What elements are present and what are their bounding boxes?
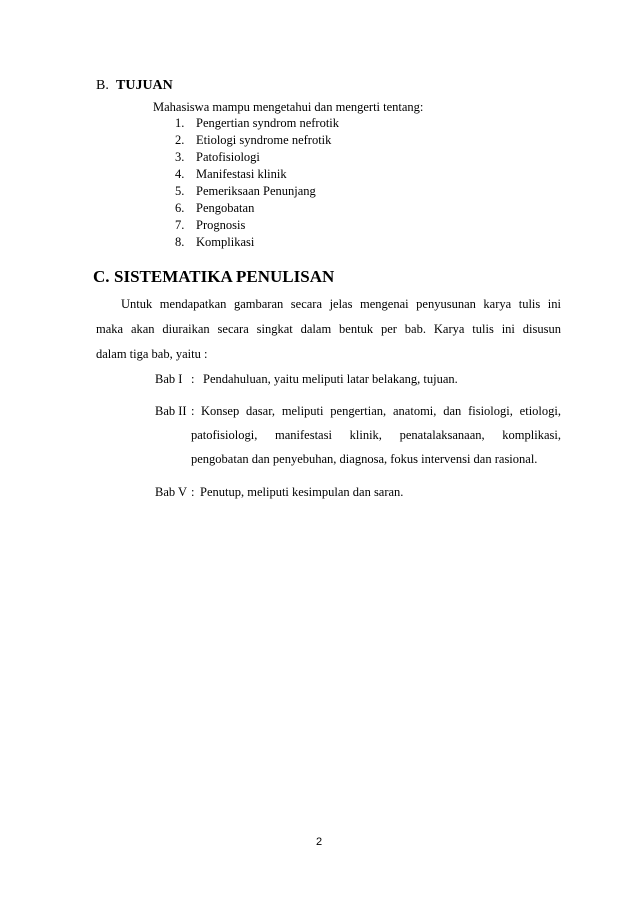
section-b-letter: B. [96, 78, 109, 93]
list-item-number: 1. [175, 116, 185, 130]
chapter-description: Konsep dasar, meliputi pengertian, anatomi, dan fisiologi, etiologi, [201, 404, 561, 418]
chapter-description: pengobatan dan penyebuhan, diagnosa, fokus intervensi dan rasional. [191, 452, 538, 466]
list-item-text: Komplikasi [196, 235, 255, 249]
paragraph-line: dalam tiga bab, yaitu : [96, 347, 208, 361]
list-item-number: 4. [175, 167, 185, 181]
section-b-title: TUJUAN [116, 78, 173, 93]
chapter-separator: : [191, 404, 195, 418]
chapter-label: Bab II [155, 404, 187, 418]
list-item-number: 3. [175, 150, 185, 164]
list-item-text: Manifestasi klinik [196, 167, 287, 181]
section-c-title: SISTEMATIKA PENULISAN [114, 267, 335, 286]
chapter-separator: : [191, 485, 195, 499]
list-item-number: 7. [175, 218, 185, 232]
list-item-text: Pemeriksaan Penunjang [196, 184, 316, 198]
list-item-number: 8. [175, 235, 185, 249]
list-item-number: 2. [175, 133, 185, 147]
section-c-letter: C. [93, 267, 110, 286]
chapter-description: Penutup, meliputi kesimpulan dan saran. [200, 485, 404, 499]
page-number: 2 [315, 836, 323, 848]
list-item-number: 6. [175, 201, 185, 215]
chapter-label: Bab I [155, 372, 183, 386]
chapter-label: Bab V [155, 485, 188, 499]
list-item-text: Patofisiologi [196, 150, 260, 164]
list-item-text: Pengobatan [196, 201, 255, 215]
paragraph-line: Untuk mendapatkan gambaran secara jelas mengenai penyusunan karya tulis ini [121, 297, 561, 311]
list-item-text: Etiologi syndrome nefrotik [196, 133, 332, 147]
chapter-description: patofisiologi, manifestasi klinik, penatalaksanaan, komplikasi, [191, 428, 561, 442]
chapter-description: Pendahuluan, yaitu meliputi latar belakang, tujuan. [203, 372, 458, 386]
list-item-number: 5. [175, 184, 185, 198]
list-item-text: Pengertian syndrom nefrotik [196, 116, 340, 130]
chapter-separator: : [191, 372, 195, 386]
paragraph-line: maka akan diuraikan secara singkat dalam bentuk per bab. Karya tulis ini disusun [96, 322, 561, 336]
section-b-intro: Mahasiswa mampu mengetahui dan mengerti tentang: [153, 100, 424, 114]
list-item-text: Prognosis [196, 218, 246, 232]
